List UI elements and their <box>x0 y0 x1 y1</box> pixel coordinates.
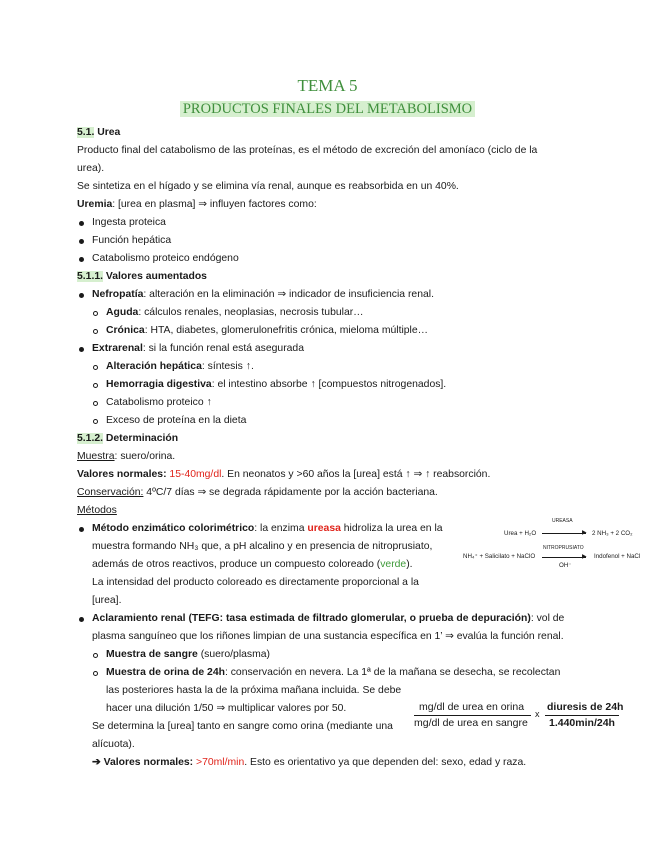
section-number: 5.1. <box>77 127 95 138</box>
bullet-icon <box>79 527 84 532</box>
term: Muestra de orina de 24h <box>106 667 225 678</box>
list-item: Catabolismo proteico endógeno <box>92 253 239 264</box>
term-text: : si la función renal está asegurada <box>142 343 304 354</box>
term-text: : vol de <box>530 613 565 624</box>
term: Muestra de sangre <box>106 649 198 660</box>
term: Crónica <box>106 325 145 336</box>
circle-bullet-icon <box>93 419 98 424</box>
list-item: Ingesta proteica <box>92 217 166 228</box>
bullet-icon <box>79 293 84 298</box>
reaction-arrow-icon <box>542 533 586 534</box>
normal-values-urine-line: ➔ Valores normales: >70ml/min. Esto es orientativo ya que dependen del: sexo, edad y raza. <box>92 757 527 768</box>
list-item <box>92 342 304 356</box>
section-number: 5.1.1. <box>77 271 103 282</box>
list-item <box>92 288 434 302</box>
arrow-right-icon: ➔ <box>92 757 101 768</box>
section-5-1-1-heading <box>77 270 207 284</box>
term-text: . Esto es orientativo ya que dependen del: sexo, edad y raza. <box>244 757 527 768</box>
reaction-2-right: Indofenol + NaCl <box>594 553 641 560</box>
arrow-head-icon: ▶ <box>582 554 587 560</box>
term: Valores normales <box>77 469 164 480</box>
section-number: 5.1.2. <box>77 433 103 444</box>
arrow-head-icon: ▶ <box>582 530 587 536</box>
circle-bullet-icon <box>93 311 98 316</box>
paragraph-line: Se determina la [urea] tanto en sangre como orina (mediante una <box>92 721 393 732</box>
normal-values-line: Valores normales: 15-40mg/dl. En neonatos y >60 años la [urea] está ↑ ⇒ ↑ reabsorción. <box>77 469 491 480</box>
term: Aclaramiento renal (TEFG: tasa estimada de filtrado glomerular, o prueba de depuración) <box>92 613 531 624</box>
fraction-bar <box>545 715 619 716</box>
paragraph-line: muestra formando NH₃ que, a pH alcalino y en presencia de nitroprusiato, <box>92 541 433 552</box>
term: Aguda <box>106 307 139 318</box>
paragraph-line: plasma sanguíneo que los riñones limpian de una sustancia específica en 1’ ⇒ evalúa la función renal. <box>92 631 564 642</box>
term-text: : la enzima <box>254 523 308 534</box>
term-text: : conservación en nevera. La 1ª de la mañana se desecha, se recolectan <box>224 667 561 678</box>
section-5-1-heading <box>77 126 120 140</box>
list-item <box>106 360 254 374</box>
reaction-arrow-icon <box>542 557 586 558</box>
term: Extrarenal <box>92 343 143 354</box>
bullet-icon <box>79 239 84 244</box>
circle-bullet-icon <box>93 383 98 388</box>
list-item: Función hepática <box>92 235 172 246</box>
term: Alteración hepática <box>106 361 202 372</box>
paragraph-line: hacer una dilución 1/50 ⇒ multiplicar valores por 50. <box>106 703 347 714</box>
list-item <box>106 306 364 320</box>
muestra-line <box>77 450 175 464</box>
section-5-1-2-heading <box>77 432 178 446</box>
term: Conservación: <box>77 487 144 498</box>
circle-bullet-icon <box>93 671 98 676</box>
term: Valores normales <box>103 757 190 768</box>
section-name: Valores aumentados <box>105 271 207 282</box>
term: Método enzimático colorimétrico <box>92 523 255 534</box>
enzyme-name: ureasa <box>307 523 341 534</box>
circle-bullet-icon <box>93 401 98 406</box>
normal-value: >70ml/min <box>196 757 245 768</box>
term-text: : síntesis ↑. <box>201 361 254 372</box>
term-text: 4ºC/7 días ⇒ se degrada rápidamente por la acción bacteriana. <box>143 487 438 498</box>
normal-value: 15-40mg/dl <box>169 469 222 480</box>
formula-denominator-1: mg/dl de urea en sangre <box>414 717 528 729</box>
term: Nefropatía <box>92 289 144 300</box>
page-title: TEMA 5 <box>297 76 358 95</box>
subtitle-text: PRODUCTOS FINALES DEL METABOLISMO <box>180 101 475 117</box>
color-word: verde <box>380 559 407 570</box>
paragraph-line: Se sintetiza en el hígado y se elimina vía renal, aunque es reabsorbida en un 40%. <box>77 181 459 192</box>
term-text: ). <box>406 559 413 570</box>
term: Muestra <box>77 451 115 462</box>
bullet-icon <box>79 617 84 622</box>
paragraph-line: [urea]. <box>92 595 122 606</box>
reaction-1-enzyme: UREASA <box>552 518 573 524</box>
list-item <box>106 648 270 662</box>
term-text: : suero/orina. <box>114 451 176 462</box>
reaction-1-left: Urea + H₂O <box>504 530 537 537</box>
reaction-2-catalyst: NITROPRUSIATO <box>543 545 584 551</box>
bullet-icon <box>79 257 84 262</box>
reaction-1-right: 2 NH₃ + 2 CO₂ <box>592 530 633 537</box>
list-item <box>106 378 446 392</box>
formula-times: x <box>535 709 540 719</box>
term-text: : HTA, diabetes, glomerulonefritis crónica, mieloma múltiple… <box>144 325 429 336</box>
circle-bullet-icon <box>93 329 98 334</box>
metodos-heading: Métodos <box>77 505 117 516</box>
paragraph-line: La intensidad del producto coloreado es directamente proporcional a la <box>92 577 419 588</box>
list-item <box>92 522 443 536</box>
formula-numerator-1: mg/dl de urea en orina <box>419 701 525 713</box>
circle-bullet-icon <box>93 653 98 658</box>
formula-numerator-2: diuresis de 24h <box>547 701 624 713</box>
term-text: : el intestino absorbe ↑ [compuestos nitrogenados]. <box>211 379 447 390</box>
term-text: (suero/plasma) <box>197 649 271 660</box>
term-text: : cálculos renales, neoplasias, necrosis tubular… <box>138 307 364 318</box>
bullet-icon <box>79 347 84 352</box>
uremia-text: : [urea en plasma] ⇒ influyen factores como: <box>112 199 317 210</box>
term-text: además de otros reactivos, produce un compuesto coloreado ( <box>92 559 381 570</box>
term-text: . En neonatos y >60 años la [urea] está ↑ ⇒ ↑ reabsorción. <box>221 469 491 480</box>
bullet-icon <box>79 221 84 226</box>
list-item <box>92 612 564 626</box>
paragraph-line <box>92 558 413 572</box>
reaction-2-below: OH⁻ <box>559 562 572 569</box>
list-item: Catabolismo proteico ↑ <box>106 397 212 408</box>
circle-bullet-icon <box>93 365 98 370</box>
list-item <box>106 666 560 680</box>
fraction-bar <box>414 715 531 716</box>
section-name: Determinación <box>105 433 179 444</box>
term-text: hidroliza la urea en la <box>340 523 443 534</box>
paragraph-line: alícuota). <box>92 739 135 750</box>
paragraph-line: urea). <box>77 163 105 174</box>
reaction-2-left: NH₄⁺ + Salicilato + NaClO <box>463 553 536 560</box>
term: Hemorragia digestiva <box>106 379 212 390</box>
paragraph-line: las posteriores hasta la de la próxima mañana incluida. Se debe <box>106 685 402 696</box>
conservacion-line <box>77 486 438 500</box>
page-subtitle <box>0 101 655 118</box>
list-item <box>106 324 428 338</box>
term-text: : alteración en la eliminación ⇒ indicador de insuficiencia renal. <box>143 289 434 300</box>
formula-denominator-2: 1.440min/24h <box>549 717 615 729</box>
paragraph-line: Producto final del catabolismo de las proteínas, es el método de excreción del amoníaco (ciclo de la <box>77 145 538 156</box>
uremia-line <box>77 198 317 212</box>
uremia-label: Uremia <box>77 199 113 210</box>
section-name: Urea <box>97 127 121 138</box>
list-item: Exceso de proteína en la dieta <box>106 415 247 426</box>
